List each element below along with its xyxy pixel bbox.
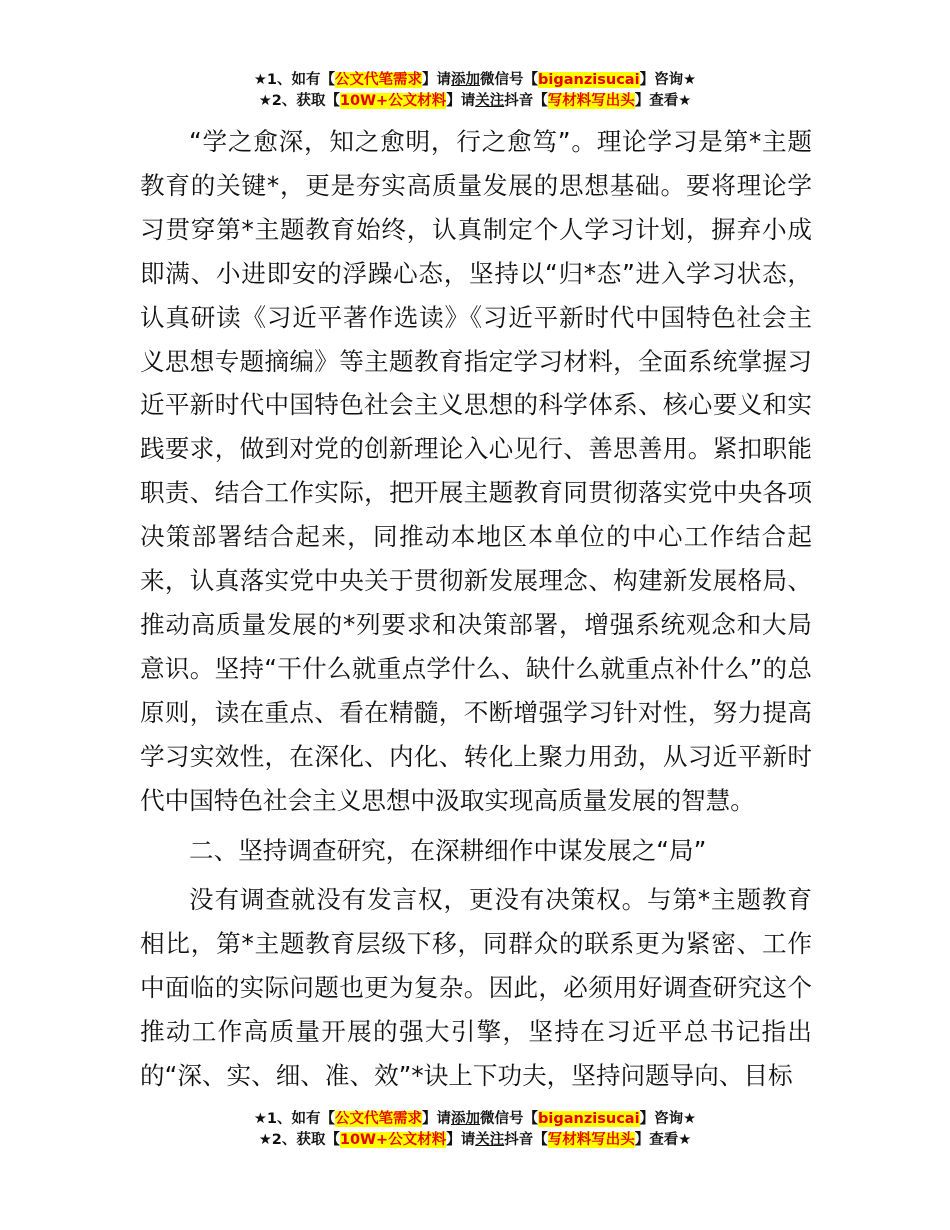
banner-highlight-wechat-id: biganzisucai (538, 1111, 640, 1127)
banner-text: 抖音【 (504, 93, 548, 109)
footer-banner-line-2 (0, 1130, 950, 1151)
banner-emphasis: 关注 (475, 1132, 505, 1148)
banner-text: 】请 (446, 93, 476, 109)
banner-highlight-wechat-id: biganzisucai (538, 72, 640, 88)
banner-text: 】请 (422, 1111, 452, 1127)
banner-highlight-materials: 10W+公文材料 (339, 1132, 447, 1148)
banner-prefix: ★2、获取【 (258, 93, 340, 109)
banner-highlight-douyin: 写材料写出头 (547, 1132, 635, 1148)
banner-text: 微信号【 (480, 1111, 539, 1127)
banner-text: 】请 (422, 72, 452, 88)
banner-text: 微信号【 (480, 72, 539, 88)
document-body (140, 120, 812, 1098)
footer-banner (0, 1109, 950, 1151)
banner-prefix: ★2、获取【 (258, 1132, 340, 1148)
section-heading-2: 二、坚持调查研究，在深耕细作中谋发展之“局” (189, 835, 707, 865)
banner-prefix: ★1、如有【 (253, 72, 336, 88)
footer-banner-line-1 (0, 1109, 950, 1130)
body-paragraph-1: “学之愈深，知之愈明，行之愈笃”。理论学习是第*主题教育的关键*，更是夯实高质量发展的思想基础。要将理论学习贯穿第*主题教育始终，认真制定个人学习计划，摒弃小成即满、小进即安的浮躁心态，坚持以“归*态”进入学习状态，认真研读《习近平著作选读》《习近平新时代中国特色社会主义思想专题摘编》等主题教育指定学习材料，全面系统掌握习近平新时代中国特色社会主义思想的科学体系、核心要义和实践要求，做到对党的创新理论入心见行、善思善用。紧扣职能职责、结合工作实际，把开展主题教育同贯彻落实党中央各项决策部署结合起来，同推动本地区本单位的中心工作结合起来，认真落实党中央关于贯彻新发展理念、构建新发展格局、推动高质量发展的*列要求和决策部署，增强系统观念和大局意识。坚持“干什么就重点学什么、缺什么就重点补什么”的总原则，读在重点、看在精髓，不断增强学习针对性，努力提高学习实效性，在深化、内化、转化上聚力用劲，从习近平新时代中国特色社会主义思想中汲取实现高质量发展的智慧。 (140, 127, 812, 815)
header-banner (0, 70, 950, 112)
banner-suffix: 】咨询★ (639, 72, 697, 88)
banner-emphasis: 添加 (451, 1111, 481, 1127)
banner-highlight-service: 公文代笔需求 (335, 72, 423, 88)
banner-suffix: 】咨询★ (639, 1111, 697, 1127)
banner-text: 】请 (446, 1132, 476, 1148)
header-banner-line-1 (0, 70, 950, 91)
banner-text: 抖音【 (504, 1132, 548, 1148)
body-paragraph-2: 没有调查就没有发言权，更没有决策权。与第*主题教育相比，第*主题教育层级下移，同群众的联系更为紧密、工作中面临的实际问题也更为复杂。因此，必须用好调查研究这个推动工作高质量开展的强大引擎，坚持在习近平总书记指出的“深、实、细、准、效”*诀上下功夫，坚持问题导向、目标 (140, 885, 812, 1091)
header-banner-line-2 (0, 91, 950, 112)
banner-highlight-douyin: 写材料写出头 (547, 93, 635, 109)
banner-emphasis: 关注 (475, 93, 505, 109)
banner-prefix: ★1、如有【 (253, 1111, 336, 1127)
banner-suffix: 】查看★ (634, 93, 692, 109)
banner-emphasis: 添加 (451, 72, 481, 88)
banner-highlight-service: 公文代笔需求 (335, 1111, 423, 1127)
banner-suffix: 】查看★ (634, 1132, 692, 1148)
banner-highlight-materials: 10W+公文材料 (339, 93, 447, 109)
